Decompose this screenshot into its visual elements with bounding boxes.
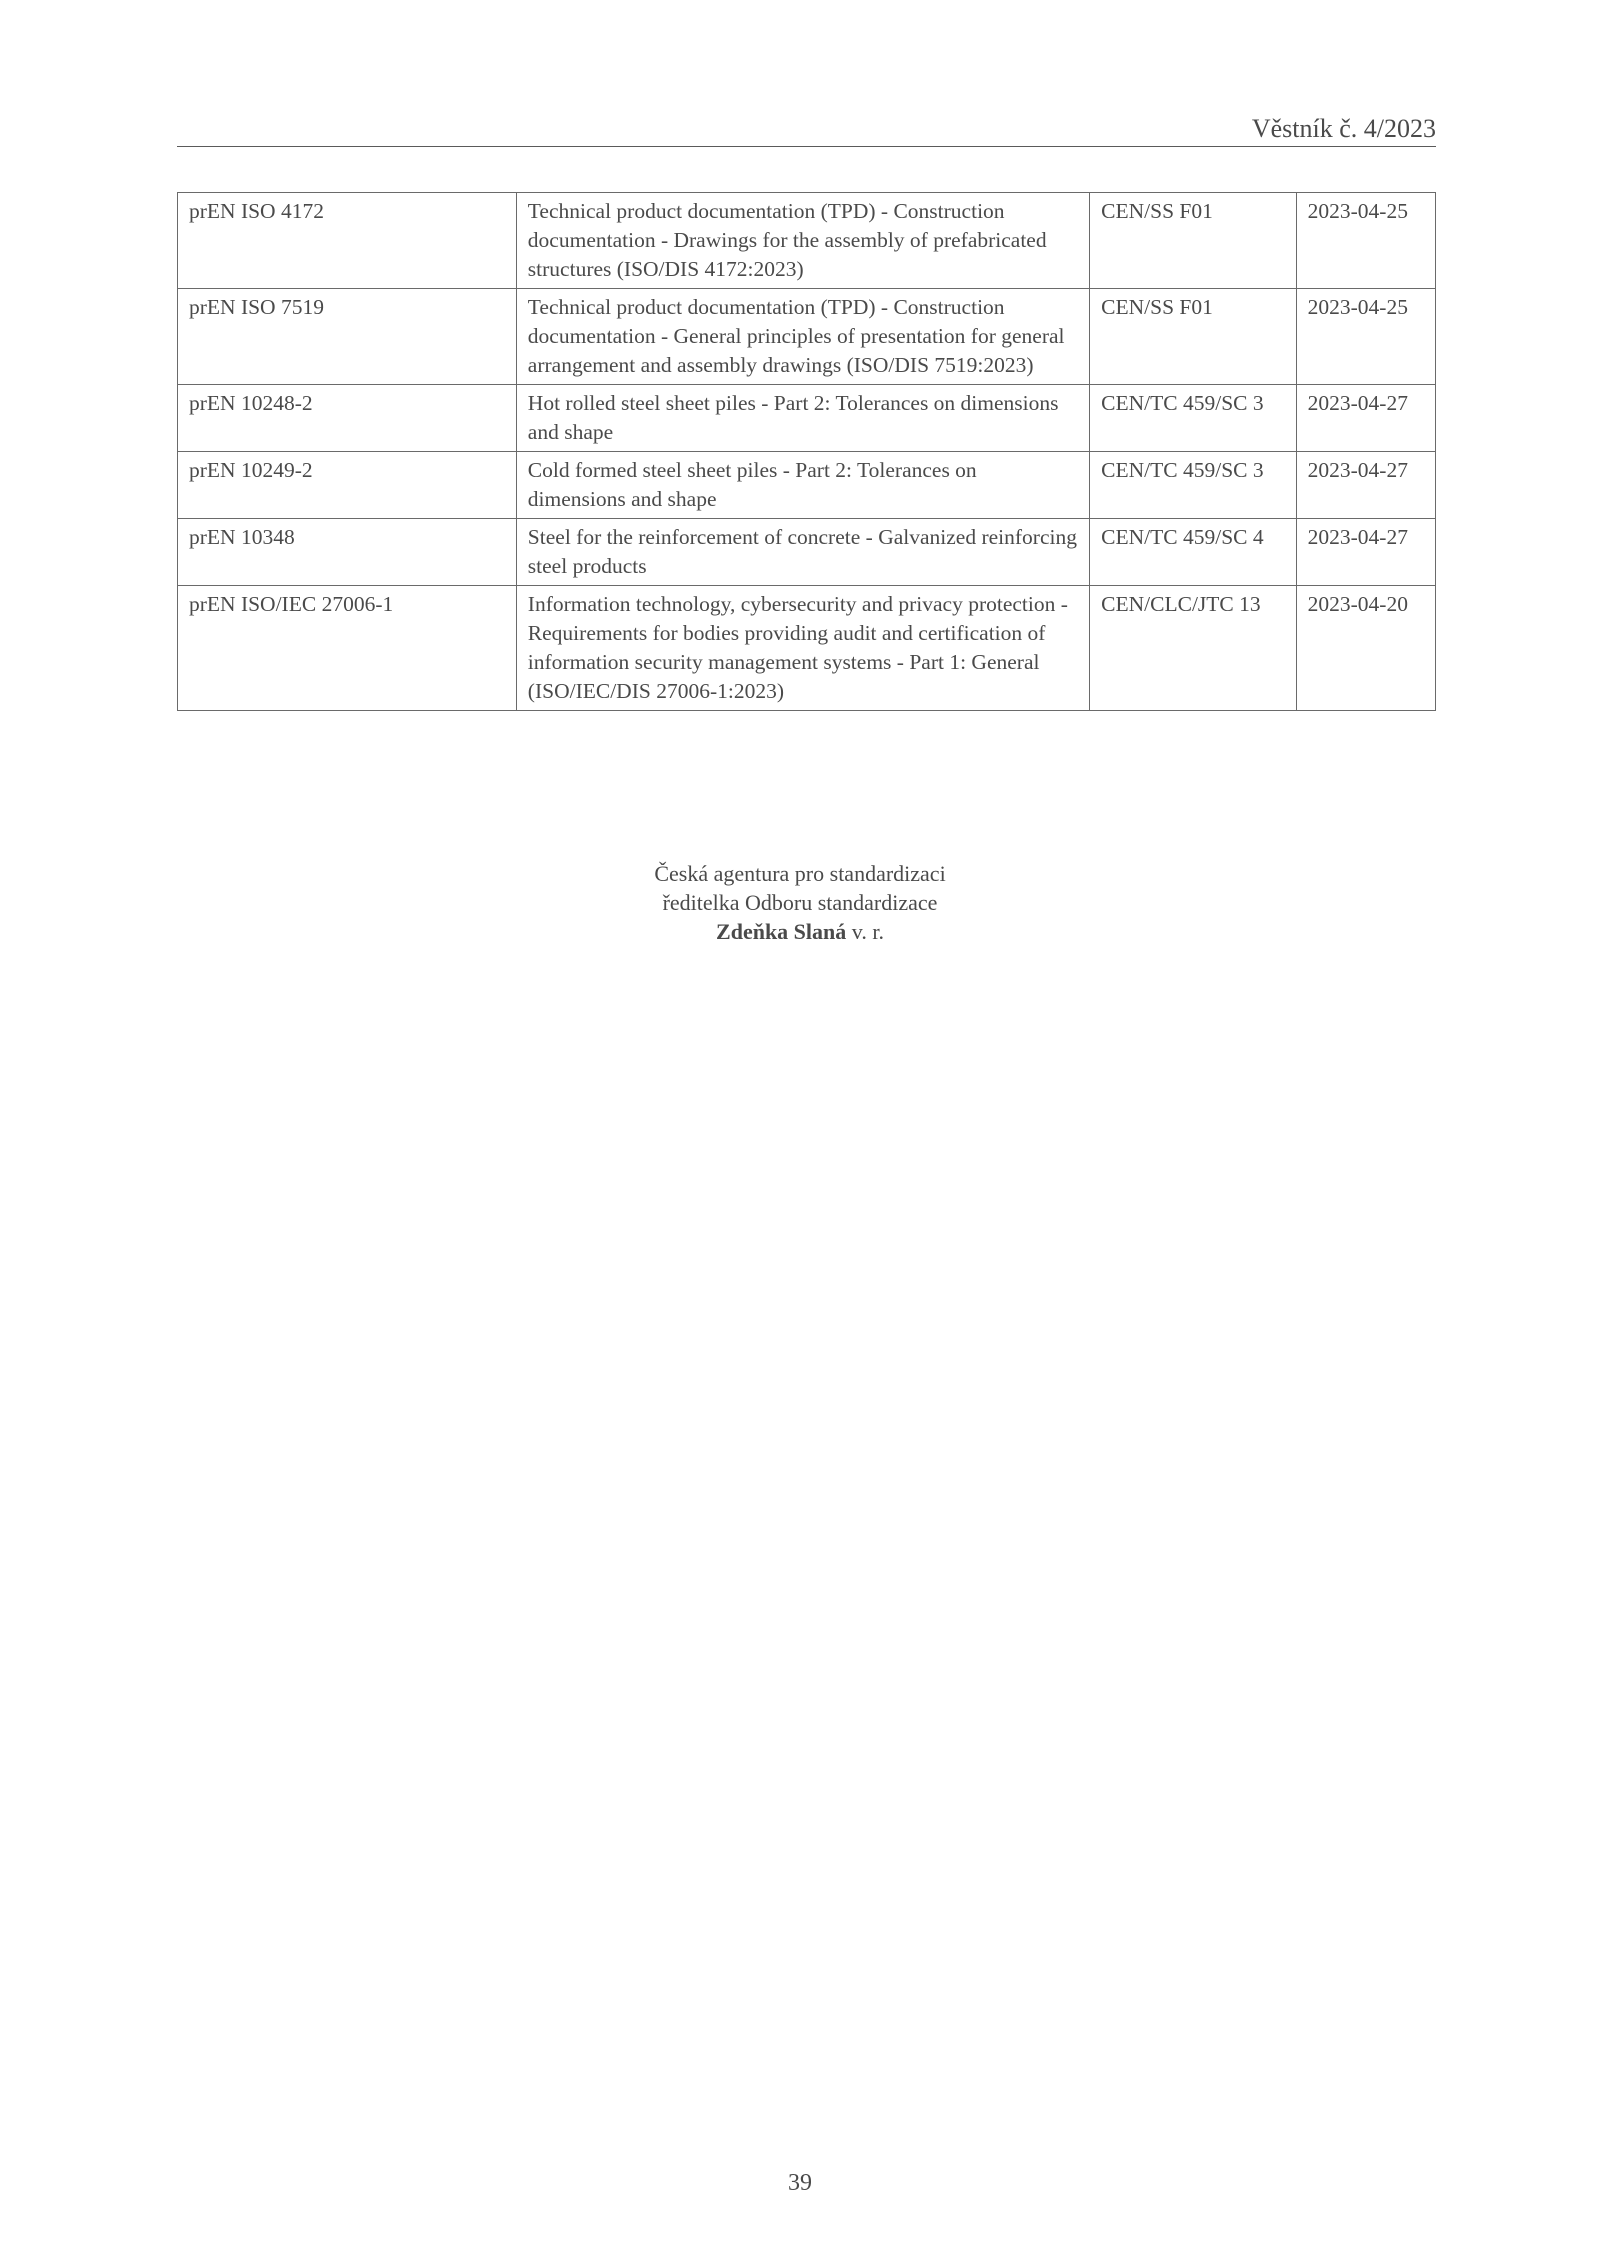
date-cell: 2023-04-27: [1296, 452, 1435, 519]
signature-suffix: v. r.: [846, 919, 884, 944]
table-row: [178, 452, 1436, 519]
standard-code-cell: prEN 10248-2: [178, 385, 517, 452]
standard-title-cell: Cold formed steel sheet piles - Part 2: Tolerances on dimensions and shape: [516, 452, 1089, 519]
standard-title-cell: Information technology, cybersecurity and privacy protection - Requirements for bodies providing audit and certification of information security management systems - Part 1: General (ISO/IEC/DIS 27006-1:2023): [516, 586, 1089, 711]
committee-cell: CEN/TC 459/SC 3: [1090, 452, 1296, 519]
table-row: [178, 385, 1436, 452]
table-row: [178, 586, 1436, 711]
standards-table: [177, 192, 1436, 711]
committee-cell: CEN/TC 459/SC 4: [1090, 519, 1296, 586]
date-cell: 2023-04-25: [1296, 289, 1435, 385]
signature-block: [0, 859, 1600, 946]
page-number: 39: [788, 2170, 812, 2196]
signature-line: [0, 917, 1600, 946]
standard-title-cell: Hot rolled steel sheet piles - Part 2: Tolerances on dimensions and shape: [516, 385, 1089, 452]
date-cell: 2023-04-27: [1296, 519, 1435, 586]
bulletin-title: Věstník č. 4/2023: [1251, 114, 1436, 143]
standard-title-cell: Technical product documentation (TPD) - Construction documentation - Drawings for the assembly of prefabricated structures (ISO/DIS 4172:2023): [516, 193, 1089, 289]
table-row: [178, 289, 1436, 385]
standard-code-cell: prEN 10348: [178, 519, 517, 586]
signatory-name: Zdeňka Slaná: [716, 919, 847, 944]
committee-cell: CEN/SS F01: [1090, 289, 1296, 385]
table-row: [178, 193, 1436, 289]
date-cell: 2023-04-25: [1296, 193, 1435, 289]
standard-code-cell: prEN ISO 4172: [178, 193, 517, 289]
standard-title-cell: Technical product documentation (TPD) - Construction documentation - General principles of presentation for general arrangement and assembly drawings (ISO/DIS 7519:2023): [516, 289, 1089, 385]
signature-organization: Česká agentura pro standardizaci: [654, 861, 946, 886]
standard-code-cell: prEN 10249-2: [178, 452, 517, 519]
page-header: [177, 110, 1436, 147]
standard-code-cell: prEN ISO 7519: [178, 289, 517, 385]
standard-title-cell: Steel for the reinforcement of concrete - Galvanized reinforcing steel products: [516, 519, 1089, 586]
standard-code-cell: prEN ISO/IEC 27006-1: [178, 586, 517, 711]
date-cell: 2023-04-27: [1296, 385, 1435, 452]
table-row: [178, 519, 1436, 586]
committee-cell: CEN/TC 459/SC 3: [1090, 385, 1296, 452]
committee-cell: CEN/SS F01: [1090, 193, 1296, 289]
signature-position: ředitelka Odboru standardizace: [662, 890, 938, 915]
committee-cell: CEN/CLC/JTC 13: [1090, 586, 1296, 711]
date-cell: 2023-04-20: [1296, 586, 1435, 711]
